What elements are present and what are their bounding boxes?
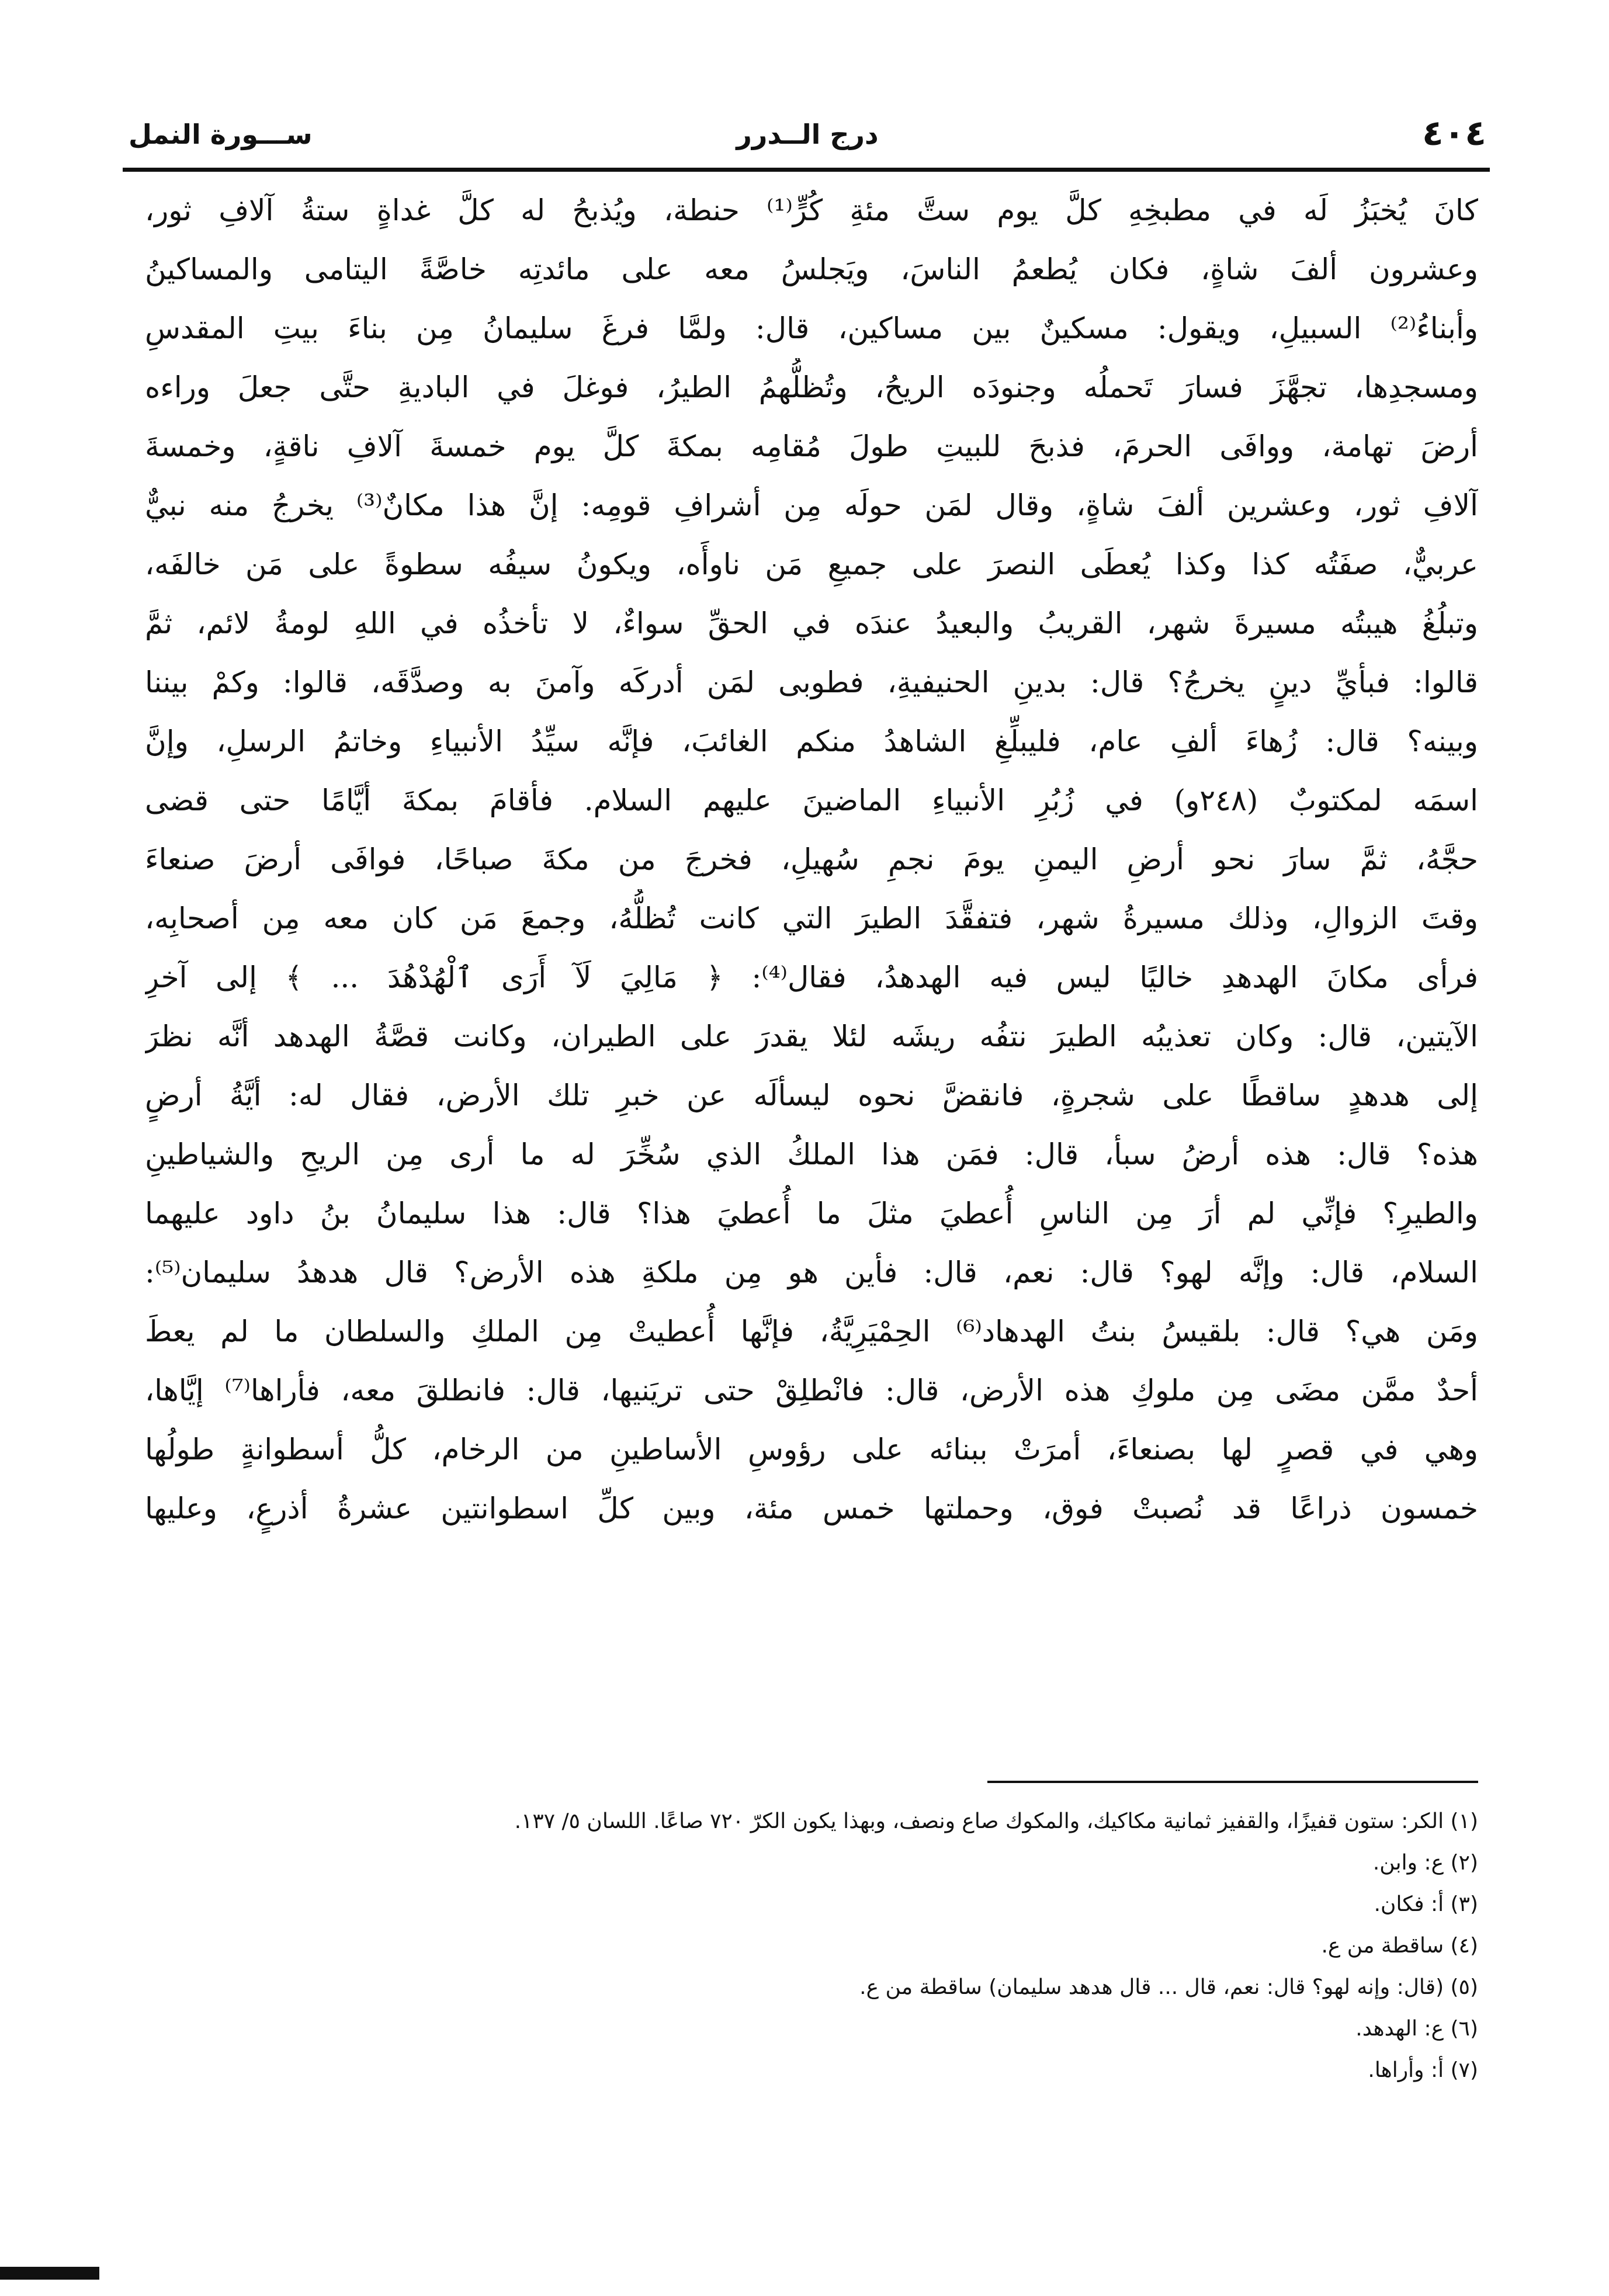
footnote-divider [987,1781,1478,1783]
text-line: قالوا: فبأيِّ دينٍ يخرجُ؟ قال: بدينِ الحنيفيةِ، فطوبى لمَن أدركَه وآمنَ به وصدَّقَه، قالوا: وكمْ بيننا [145,665,1478,699]
footnote-3: (٣) أ: فكان. [1374,1892,1478,1916]
text-line: وأبناءُ⁽²⁾ السبيلِ، ويقول: مسكينٌ بين مساكين، قال: ولمَّا فرغَ سليمانُ مِن بناءَ بيتِ المقدسِ [145,311,1478,345]
text-line: ومسجدِها، تجهَّزَ فسارَ تَحملُه وجنودَه الريحُ، وتُظلُّهمُ الطيرُ، فوغلَ في الباديةِ حتَّى جعلَ وراءه [145,370,1478,404]
footnote-7: (٧) أ: وأراها. [1368,2058,1478,2082]
text-line: عربيٌّ، صفَتُه كذا وكذا يُعطَى النصرَ على جميعِ مَن ناوأَه، ويكونُ سيفُه سطوةً على مَن خالفَه، [145,547,1478,581]
running-header [129,110,1486,166]
text-line: أحدٌ ممَّن مضَى مِن ملوكِ هذه الأرض، قال: فانْطلِقْ حتى تريَنيها، قال: فانطلقَ معه، فأراها⁽⁷⁾ إيَّاها، [145,1374,1478,1407]
surah-title: ســـورة النمل [129,119,313,150]
text-line: اسمَه لمكتوبٌ (٢٤٨و) في زُبُرِ الأنبياءِ الماضينَ عليهم السلام. فأقامَ بمكةَ أيَّامًا حتى قضى [145,783,1478,817]
header-divider [123,168,1490,172]
text-line: وتبلُغُ هيبتُه مسيرةَ شهر، القريبُ والبعيدُ عندَه في الحقِّ سواءٌ، لا تأخذُه في اللهِ لومةُ لائم، ثمَّ [145,606,1478,640]
text-line: أرضَ تهامة، ووافَى الحرمَ، فذبحَ للبيتِ طولَ مُقامِه بمكةَ كلَّ يوم خمسةَ آلافِ ناقةٍ، وخمسةَ [145,429,1478,463]
page-number: ٤٠٤ [1422,113,1486,154]
footnote-1: (١) الكر: ستون قفيزًا، والقفيز ثمانية مكاكيك، والمكوك صاع ونصف، وبهذا يكون الكرّ ٧٢٠ صاعًا. اللسان ٥/ ١٣٧. [514,1809,1478,1833]
text-line: وقتَ الزوالِ، وذلك مسيرةُ شهر، فتفقَّدَ الطيرَ التي كانت تُظلُّهُ، وجمعَ مَن كان معه مِن أصحابِه، [145,901,1478,935]
main-text [145,181,1478,1759]
text-line: فرأى مكانَ الهدهدِ خاليًا ليس فيه الهدهدُ، فقال⁽⁴⁾: ﴿ مَالِيَ لَآ أَرَى ٱلْهُدْهُدَ ... ﴾ إلى آخرِ [145,960,1478,994]
text-line: والطيرِ؟ فإنِّي لم أرَ مِن الناسِ أُعطيَ مثلَ ما أُعطيَ هذا؟ قال: هذا سليمانُ بنُ داود عليهما [145,1196,1478,1230]
footnote-6: (٦) ع: الهدهد. [1355,2017,1478,2041]
text-line: خمسون ذراعًا قد نُصبتْ فوق، وحملتها خمس مئة، وبين كلِّ اسطوانتين عشرةُ أذرعٍ، وعليها [145,1492,1478,1525]
text-line: حجَّهُ، ثمَّ سارَ نحو أرضِ اليمنِ يومَ نجمِ سُهيلِ، فخرجَ من مكةَ صباحًا، فوافَى أرضَ صنعاءَ [145,842,1478,876]
text-line: وبينه؟ قال: زُهاءَ ألفِ عام، فليبلِّغِ الشاهدُ منكم الغائبَ، فإنَّه سيِّدُ الأنبياءِ وخاتمُ الرسلِ، وإنَّ [145,724,1478,758]
text-line: السلام، قال: وإنَّه لهو؟ قال: نعم، قال: فأين هو مِن ملكةِ هذه الأرض؟ قال هدهدُ سليمان⁽⁵⁾: [145,1255,1478,1289]
text-line: ومَن هي؟ قال: بلقيسُ بنتُ الهدهاد⁽⁶⁾ الحِمْيَرِيَّةُ، فإنَّها أُعطيتْ مِن الملكِ والسلطان ما لم يعطَ [145,1315,1478,1348]
text-line: إلى هدهدٍ ساقطًا على شجرةٍ، فانقضَّ نحوه ليسألَه عن خبرِ تلك الأرض، فقال له: أيَّةُ أرضٍ [145,1078,1478,1112]
footnotes [145,1801,1478,2091]
scan-edge-mark [0,2267,99,2280]
text-line: الآيتين، قال: وكان تعذيبُه الطيرَ نتفُه ريشَه لئلا يقدرَ على الطيران، وكانت قصَّةُ الهدهد أنَّه نظرَ [145,1019,1478,1053]
text-line: وهي في قصرٍ لها بصنعاءَ، أمرَتْ ببنائه على رؤوسِ الأساطينِ من الرخام، كلُّ أسطوانةٍ طولُها [145,1433,1478,1466]
footnote-4: (٤) ساقطة من ع. [1321,1934,1478,1958]
text-line: آلافِ ثور، وعشرين ألفَ شاةٍ، وقال لمَن حولَه مِن أشرافِ قومِه: إنَّ هذا مكانٌ⁽³⁾ يخرجُ منه نبيٌّ [145,488,1478,522]
footnote-2: (٢) ع: وابن. [1372,1851,1478,1875]
text-line: كانَ يُخبَزُ لَه في مطبخِهِ كلَّ يوم ستَّ مئةِ كُرٍّ⁽¹⁾ حنطة، ويُذبحُ له كلَّ غداةٍ ستةُ آلافِ ثور، [145,193,1478,227]
text-line: وعشرون ألفَ شاةٍ، فكان يُطعمُ الناسَ، ويَجلسُ معه على مائدتِه خاصَّةً اليتامى والمساكينُ [145,252,1478,286]
text-line: هذه؟ قال: هذه أرضُ سبأ، قال: فمَن هذا الملكُ الذي سُخِّرَ له ما أرى مِن الريحِ والشياطينِ [145,1137,1478,1171]
book-title: درج الــدرر [736,119,879,150]
footnote-5: (٥) (قال: وإنه لهو؟ قال: نعم، قال ... قال هدهد سليمان) ساقطة من ع. [859,1975,1478,1999]
